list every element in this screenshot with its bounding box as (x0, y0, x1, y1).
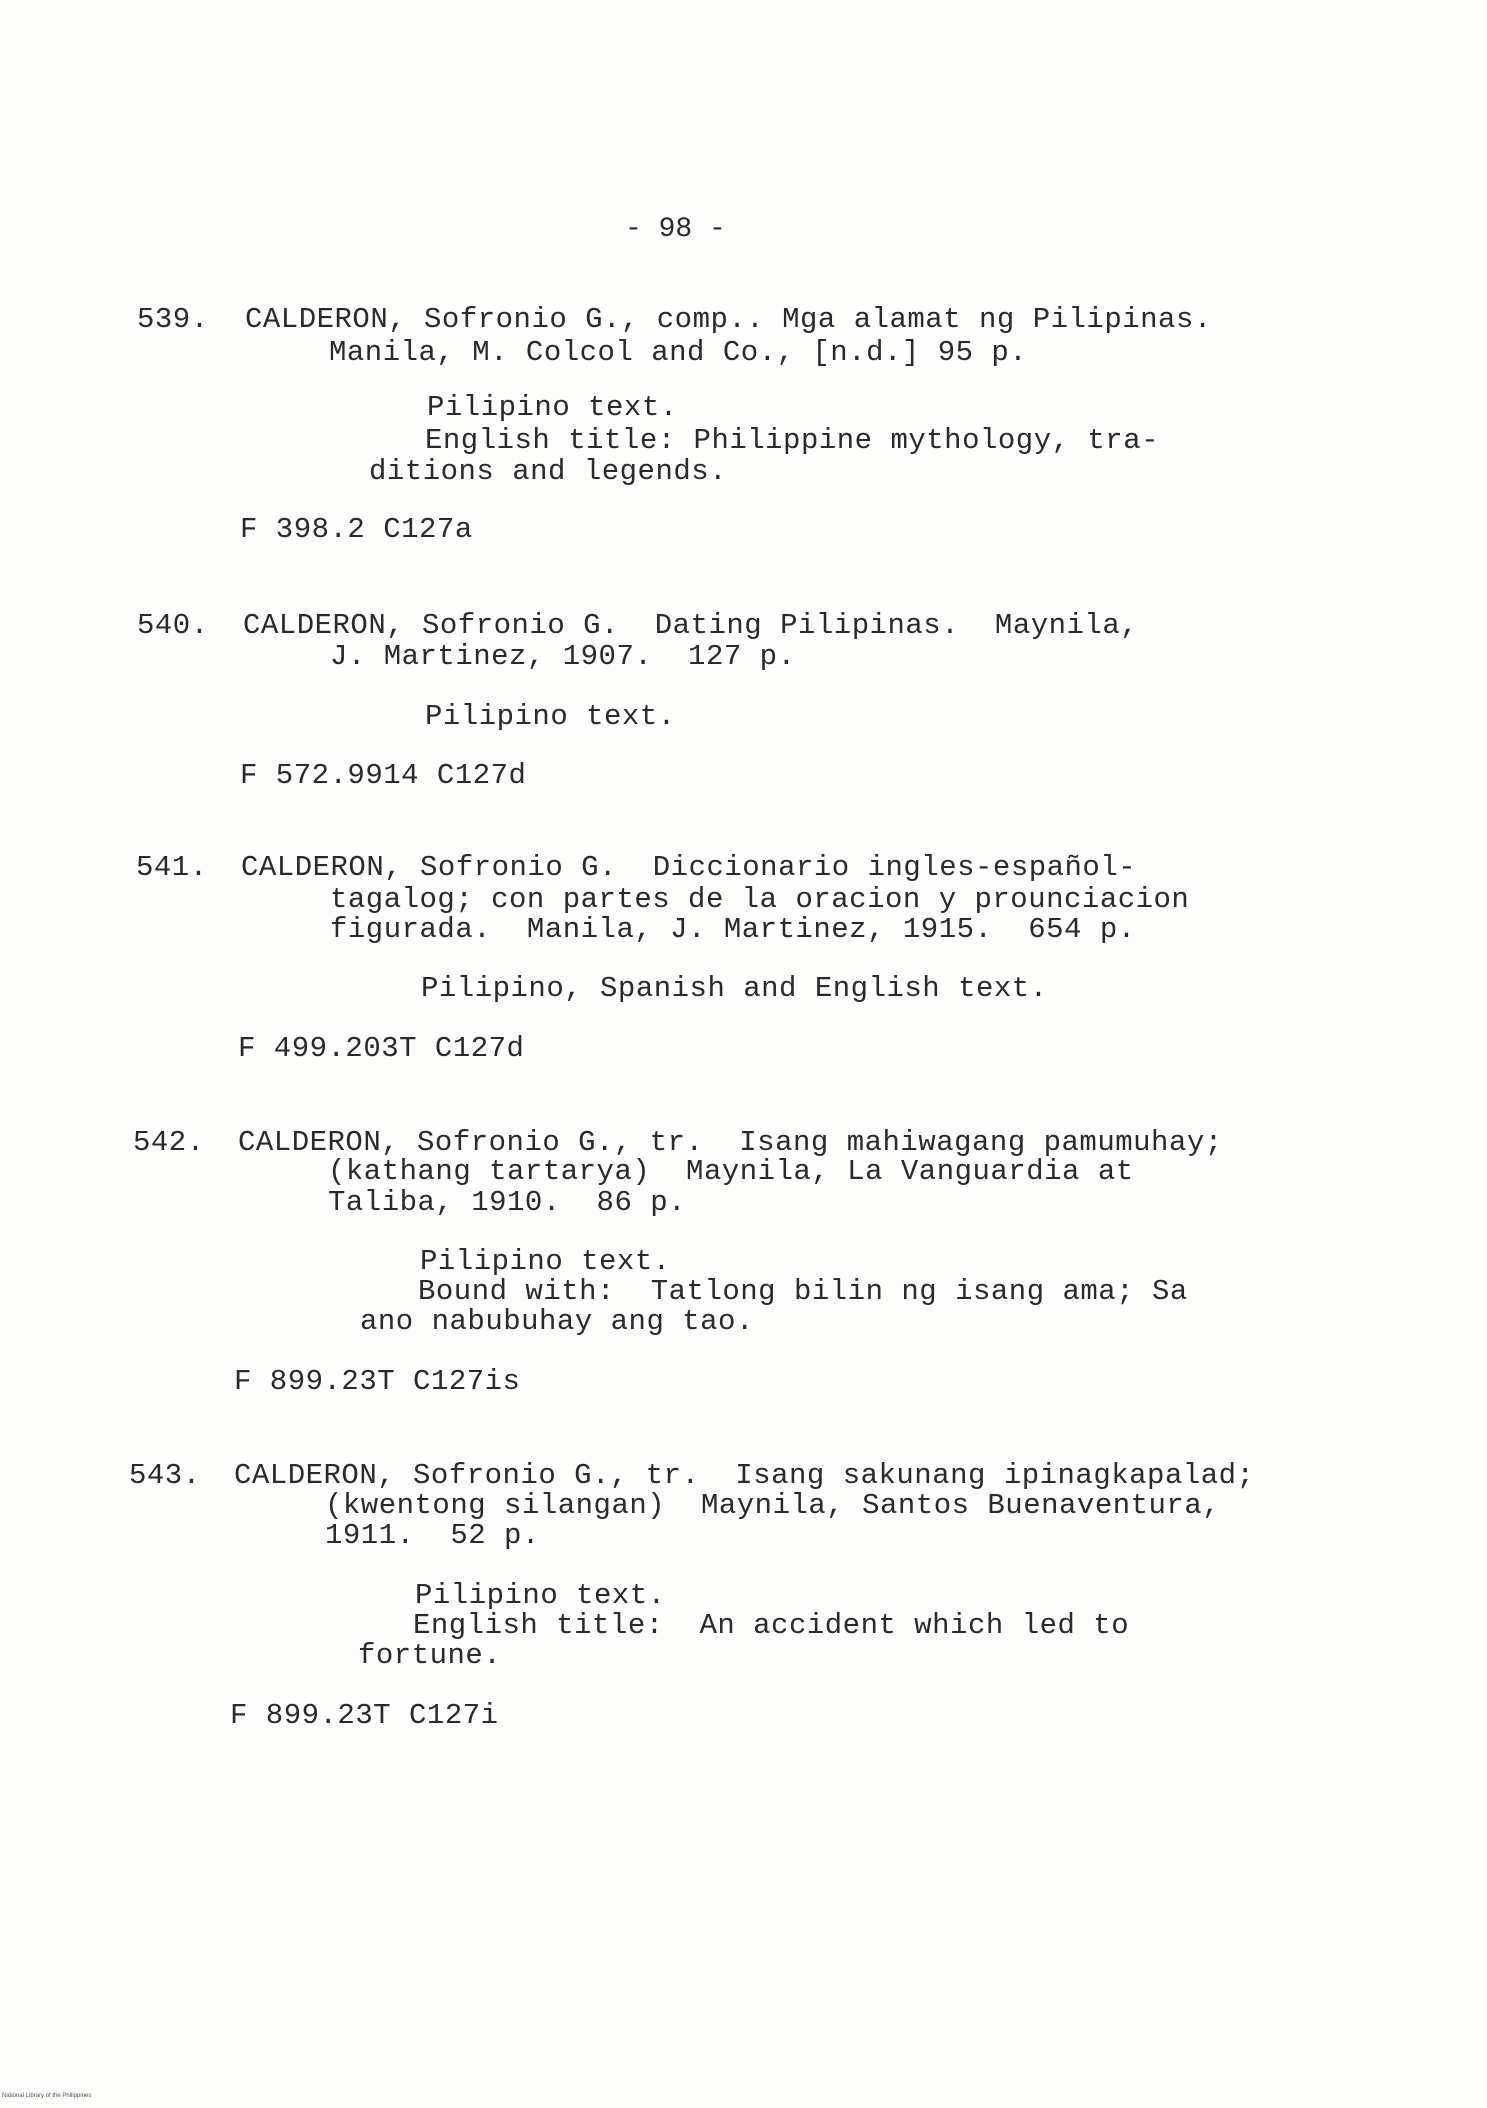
call-number: F 398.2 C127a (240, 513, 473, 546)
call-number: F 899.23T C127is (234, 1365, 521, 1398)
entry-note: Bound with: Tatlong bilin ng isang ama; Sa (418, 1275, 1188, 1308)
entry-note: ditions and legends. (369, 455, 728, 488)
entry-number: 542. (133, 1126, 205, 1159)
entry-citation-line: CALDERON, Sofronio G., tr. Isang mahiwagang pamumuhay; (238, 1126, 1223, 1159)
entry-citation-line: CALDERON, Sofronio G., tr. Isang sakunang ipinagkapalad; (234, 1459, 1255, 1492)
entry-note: English title: Philippine mythology, tra- (425, 424, 1160, 457)
footer-source-label: National Library of the Philippines (2, 2093, 92, 2099)
entry-citation-line: (kwentong silangan) Maynila, Santos Buenaventura, (325, 1489, 1221, 1522)
entry-note: Pilipino text. (425, 700, 676, 733)
entry-citation-line: Taliba, 1910. 86 p. (328, 1186, 687, 1219)
entry-note: Pilipino, Spanish and English text. (421, 972, 1048, 1005)
entry-citation-line: CALDERON, Sofronio G., comp.. Mga alamat ng Pilipinas. (245, 303, 1212, 336)
call-number: F 572.9914 C127d (240, 759, 527, 792)
entry-number: 543. (129, 1459, 201, 1492)
entry-citation-line: tagalog; con partes de la oracion y prounciacion (330, 883, 1190, 916)
entry-note: Pilipino text. (420, 1245, 671, 1278)
entry-number: 541. (136, 851, 208, 884)
entry-note: ano nabubuhay ang tao. (360, 1305, 754, 1338)
page-number: - 98 - (625, 214, 726, 245)
entry-note: fortune. (358, 1639, 502, 1672)
entry-note: Pilipino text. (427, 391, 678, 424)
entry-citation-line: 1911. 52 p. (325, 1519, 540, 1552)
call-number: F 899.23T C127i (230, 1699, 499, 1732)
entry-citation-line: CALDERON, Sofronio G. Diccionario ingles-español- (241, 851, 1137, 884)
entry-note: Pilipino text. (415, 1579, 666, 1612)
entry-number: 539. (137, 303, 209, 336)
entry-note: English title: An accident which led to (413, 1609, 1130, 1642)
entry-citation-line: CALDERON, Sofronio G. Dating Pilipinas. Maynila, (243, 609, 1139, 642)
entry-citation-line: Manila, M. Colcol and Co., [n.d.] 95 p. (329, 336, 1028, 369)
entry-citation-line: J. Martinez, 1907. 127 p. (330, 640, 796, 673)
entry-citation-line: figurada. Manila, J. Martinez, 1915. 654 p. (330, 913, 1136, 946)
call-number: F 499.203T C127d (238, 1032, 525, 1065)
entry-number: 540. (137, 609, 209, 642)
entry-citation-line: (kathang tartarya) Maynila, La Vanguardia at (328, 1155, 1134, 1188)
